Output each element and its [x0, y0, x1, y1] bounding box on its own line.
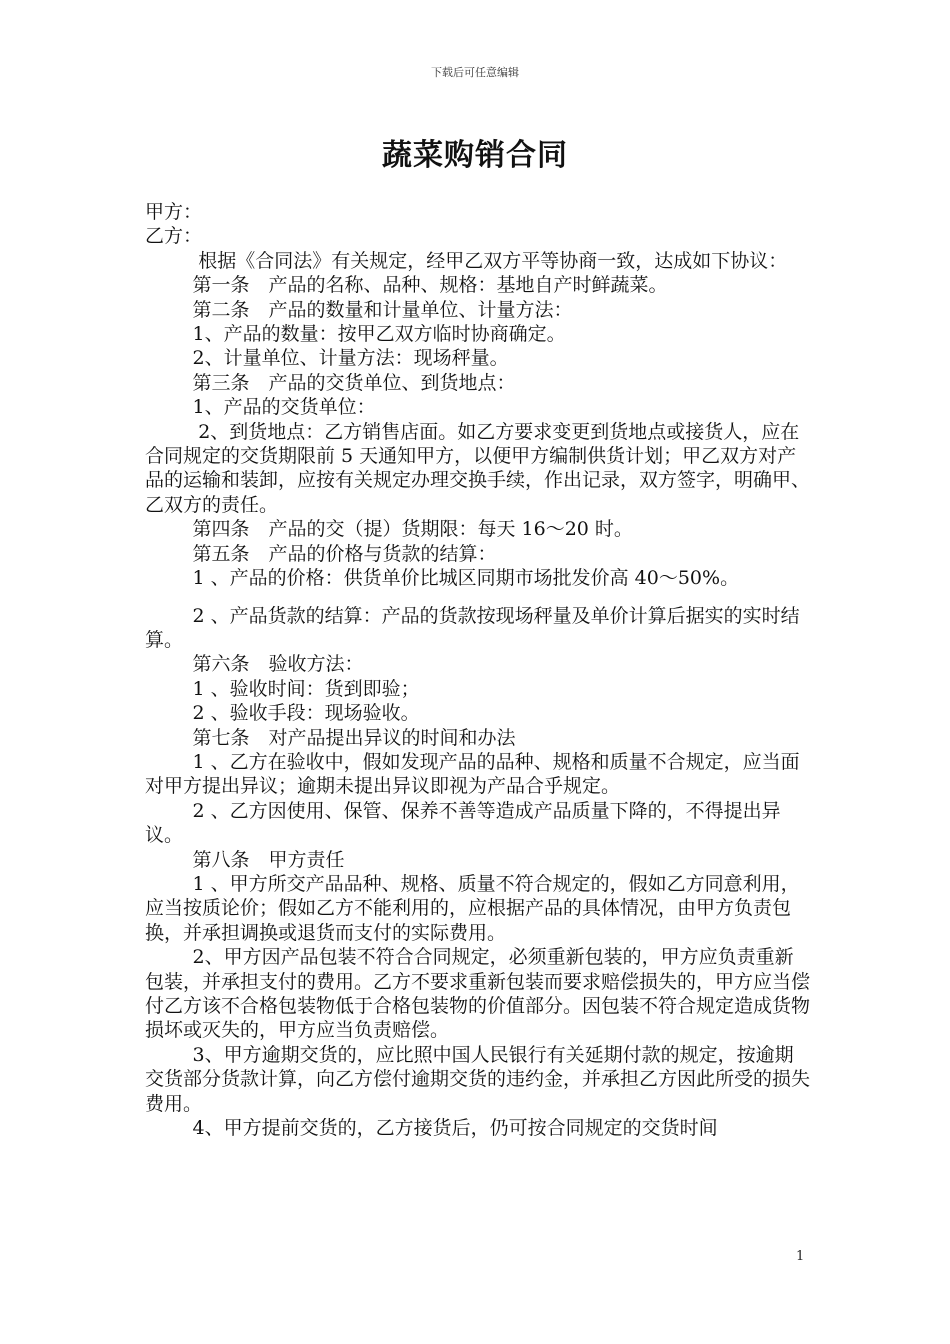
contract-body: [145, 200, 810, 1140]
article-1-heading: 第一条 产品的名称、品种、规格：基地自产时鲜蔬菜。: [192, 274, 668, 297]
party-a-line: 甲方：: [145, 201, 203, 223]
preamble-paragraph: 根据《合同法》有关规定，经甲乙双方平等协商一致，达成如下协议：: [198, 249, 788, 272]
article-3-clause-2: 2、到货地点：乙方销售店面。如乙方要求变更到货地点或接货人，应在合同规定的交货期限前 5 天通知甲方，以便甲方编制供货计划；甲乙双方对产品的运输和装卸，应按有关规定办理交换手续，作出记录，双方签字，明确甲、乙双方的责任。: [145, 420, 811, 516]
article-2-clause-1: 1、产品的数量：按甲乙双方临时协商确定。: [192, 323, 566, 346]
contract-title: 蔬菜购销合同: [382, 138, 568, 173]
article-3-heading: 第三条 产品的交货单位、到货地点：: [192, 371, 516, 394]
article-6-clause-2: 2 、验收手段：现场验收。: [192, 702, 420, 725]
article-6-clause-1: 1 、验收时间：货到即验；: [192, 677, 420, 700]
article-6-heading: 第六条 验收方法：: [192, 653, 364, 676]
article-8-clause-3: 3、甲方逾期交货的，应比照中国人民银行有关延期付款的规定，按逾期交货部分货款计算，向乙方偿付逾期交货的违约金，并承担乙方因此所受的损失费用。: [145, 1043, 811, 1115]
page-number: 1: [796, 1249, 805, 1264]
article-7-heading: 第七条 对产品提出异议的时间和办法: [192, 726, 516, 749]
article-8-heading: 第八条 甲方责任: [192, 848, 345, 871]
header-note: 下载后可任意编辑: [431, 66, 519, 79]
article-7-clause-1: 1 、乙方在验收中，假如发现产品的品种、规格和质量不合规定，应当面对甲方提出异议；逾期未提出异议即视为产品合乎规定。: [145, 750, 800, 798]
article-5-clause-2: 2 、产品货款的结算：产品的货款按现场秤量及单价计算后据实的实时结算。: [145, 604, 800, 651]
article-2-clause-2: 2、计量单位、计量方法：现场秤量。: [192, 347, 509, 370]
article-4-heading: 第四条 产品的交（提）货期限：每天 16～20 时。: [192, 518, 633, 541]
article-3-clause-1: 1、产品的交货单位：: [192, 396, 376, 419]
article-8-clause-4: 4、甲方提前交货的，乙方接货后，仍可按合同规定的交货时间: [192, 1117, 718, 1140]
article-8-clause-1: 1 、甲方所交产品品种、规格、质量不符合规定的，假如乙方同意利用，应当按质论价；假如乙方不能利用的，应根据产品的具体情况，由甲方负责包换，并承担调换或退货而支付的实际费用。: [145, 872, 800, 944]
party-b-line: 乙方：: [145, 225, 203, 248]
article-5-clause-1: 1 、产品的价格：供货单价比城区同期市场批发价高 40～50%。: [192, 567, 740, 590]
article-7-clause-2: 2 、乙方因使用、保管、保养不善等造成产品质量下降的，不得提出异议。: [145, 799, 781, 847]
article-5-heading: 第五条 产品的价格与货款的结算：: [192, 542, 497, 565]
article-2-heading: 第二条 产品的数量和计量单位、计量方法：: [192, 298, 573, 321]
article-8-clause-2: 2、甲方因产品包装不符合合同规定，必须重新包装的，甲方应负责重新包装，并承担支付的费用。乙方不要求重新包装而要求赔偿损失的，甲方应当偿付乙方该不合格包装物低于合格包装物的价值部分。因包装不符合规定造成货物损坏或灭失的，甲方应当负责赔偿。: [145, 946, 811, 1042]
